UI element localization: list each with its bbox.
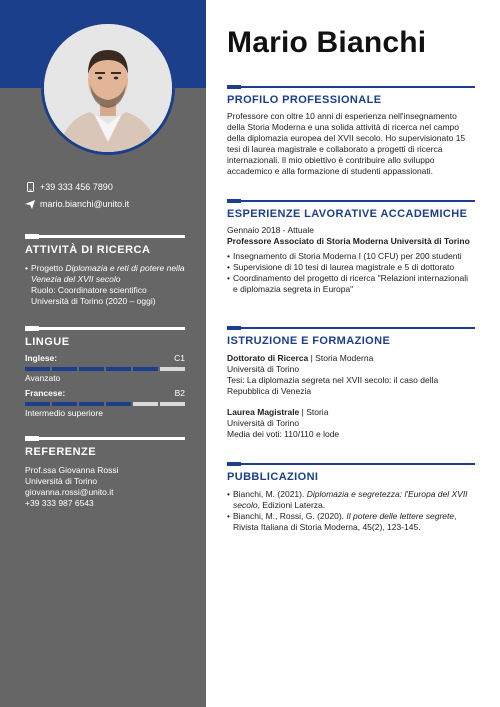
phd-degree: Dottorato di Ricerca bbox=[227, 353, 309, 363]
language-level: Avanzato bbox=[25, 373, 61, 383]
profile-text: Professore con oltre 10 anni di esperienza nell'insegnamento della Storia Moderna e una solida attività di ricerca nel campo della diplomazia europea del XVII secolo. Ho supervisionato 15 tesi di laurea magistrale e collaborato a progetti di ricerca internazionali. Il mio obiettivo è contribuire allo sviluppo accademico e alla formazione di studenti appassionati. bbox=[227, 111, 466, 176]
research-project-prefix: Progetto bbox=[31, 263, 66, 273]
experience-title: ESPERIENZE LAVORATIVE ACCADEMICHE bbox=[227, 208, 468, 220]
education-section bbox=[227, 327, 475, 440]
profile-photo bbox=[41, 21, 175, 155]
languages-divider bbox=[25, 327, 185, 330]
publications-title: PUBBLICAZIONI bbox=[227, 471, 319, 483]
experience-role: Professore Associato di Storia Moderna Università di Torino bbox=[227, 236, 470, 246]
experience-divider bbox=[227, 200, 475, 202]
languages-section bbox=[25, 327, 185, 419]
language-name: Francese: bbox=[25, 388, 66, 398]
profile-divider bbox=[227, 86, 475, 88]
research-title: ATTIVITÀ DI RICERCA bbox=[25, 244, 151, 256]
contact-phone bbox=[25, 181, 113, 193]
references-title: REFERENZE bbox=[25, 446, 97, 458]
education-title: ISTRUZIONE E FORMAZIONE bbox=[227, 335, 391, 347]
languages-title: LINGUE bbox=[25, 336, 70, 348]
reference-phone[interactable]: +39 333 987 6543 bbox=[25, 498, 94, 508]
experience-section bbox=[227, 200, 475, 295]
reference-institution: Università di Torino bbox=[25, 476, 98, 486]
research-divider bbox=[25, 235, 185, 238]
research-project-name: Diplomazia e reti di potere nella Venezia del XVII secolo bbox=[31, 263, 185, 284]
language-level-code: C1 bbox=[174, 353, 185, 363]
master-degree: Laurea Magistrale bbox=[227, 407, 300, 417]
language-item bbox=[25, 353, 185, 384]
publication-authors: Bianchi, M. (2021). bbox=[233, 489, 307, 499]
phd-field: | Storia Moderna bbox=[308, 353, 374, 363]
contact-email bbox=[25, 198, 129, 210]
language-item bbox=[25, 388, 185, 419]
master-grade: Media dei voti: 110/110 e lode bbox=[227, 429, 340, 439]
research-place: Università di Torino (2020 – oggi) bbox=[31, 296, 156, 306]
education-divider bbox=[227, 327, 475, 329]
publication-title: Il potere delle lettere segrete bbox=[346, 511, 455, 521]
language-level-code: B2 bbox=[174, 388, 185, 398]
research-role: Ruolo: Coordinatore scientifico bbox=[31, 285, 147, 295]
references-section bbox=[25, 437, 185, 509]
send-icon bbox=[25, 198, 35, 210]
publication-source: , Rivista Italiana di Storia Moderna, 45(2), 123-145. bbox=[233, 511, 457, 532]
profile-photo-image bbox=[44, 24, 172, 152]
reference-email[interactable]: giovanna.rossi@unito.it bbox=[25, 487, 114, 497]
person-name: Mario Bianchi bbox=[227, 26, 427, 59]
experience-role-wrap bbox=[227, 236, 475, 247]
email-address[interactable]: mario.bianchi@unito.it bbox=[40, 199, 130, 209]
experience-bullet: • Supervisione di 10 tesi di laurea magistrale e 5 di dottorato bbox=[227, 262, 475, 273]
publications-section bbox=[227, 463, 475, 533]
language-level-bar bbox=[25, 367, 185, 371]
master-field: | Storia bbox=[299, 407, 329, 417]
language-level-bar bbox=[25, 402, 185, 406]
experience-bullet: • Insegnamento di Storia Moderna I (10 CFU) per 200 studenti bbox=[227, 251, 475, 262]
profile-title: PROFILO PROFESSIONALE bbox=[227, 94, 382, 106]
language-name: Inglese: bbox=[25, 353, 58, 363]
references-divider bbox=[25, 437, 185, 440]
master-school: Università di Torino bbox=[227, 418, 300, 428]
phd-entry bbox=[227, 353, 475, 397]
language-level: Intermedio superiore bbox=[25, 408, 103, 418]
reference-name: Prof.ssa Giovanna Rossi bbox=[25, 465, 119, 475]
sidebar bbox=[0, 0, 206, 707]
publications-divider bbox=[227, 463, 475, 465]
reference-details bbox=[25, 465, 185, 509]
phd-thesis: Tesi: La diplomazia segreta nel XVII secolo: il caso della Repubblica di Venezia bbox=[227, 375, 439, 396]
phone-number[interactable]: +39 333 456 7890 bbox=[40, 182, 113, 192]
publication-title: Diplomazia e segretezza: l'Europa del XVII secolo bbox=[233, 489, 468, 510]
research-item bbox=[25, 263, 185, 307]
publication-item bbox=[227, 511, 475, 533]
phd-school: Università di Torino bbox=[227, 364, 300, 374]
phone-icon bbox=[25, 181, 35, 193]
profile-section bbox=[227, 86, 475, 177]
experience-period: Gennaio 2018 - Attuale bbox=[227, 225, 314, 235]
publication-authors: Bianchi, M., Rossi, G. (2020). bbox=[233, 511, 347, 521]
experience-bullet: • Coordinamento del progetto di ricerca "Relazioni internazionali e diplomazia segreta in Europa" bbox=[227, 273, 475, 295]
publication-item bbox=[227, 489, 475, 511]
publication-source: , Edizioni Laterza. bbox=[257, 500, 326, 510]
master-entry bbox=[227, 407, 475, 440]
research-section bbox=[25, 235, 185, 307]
